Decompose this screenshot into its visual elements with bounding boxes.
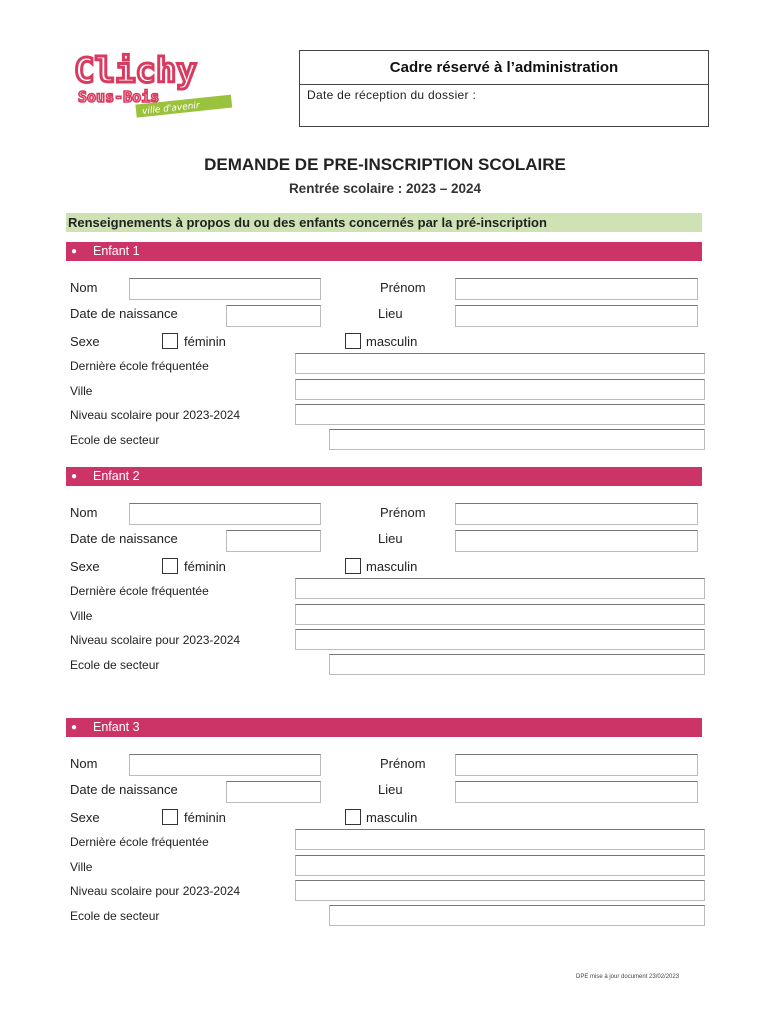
- admin-box: [299, 50, 709, 127]
- admin-reception-date-label: Date de réception du dossier :: [307, 88, 477, 102]
- feminin-checkbox[interactable]: [162, 333, 178, 349]
- masculin-label: masculin: [366, 810, 418, 825]
- niveau-label: Niveau scolaire pour 2023-2024: [70, 408, 241, 422]
- page-title: DEMANDE DE PRE-INSCRIPTION SCOLAIRE: [204, 155, 566, 174]
- prenom-input[interactable]: [455, 754, 698, 776]
- prenom-input[interactable]: [455, 278, 698, 300]
- derniere-ecole-input[interactable]: [295, 353, 705, 374]
- lieu-input[interactable]: [455, 781, 698, 803]
- masculin-checkbox[interactable]: [345, 333, 361, 349]
- derniere-ecole-input[interactable]: [295, 829, 705, 850]
- lieu-label: Lieu: [378, 306, 403, 321]
- derniere-ecole-label: Dernière école fréquentée: [70, 835, 209, 849]
- date-naissance-input[interactable]: [226, 305, 321, 327]
- prenom-input[interactable]: [455, 503, 698, 525]
- niveau-label: Niveau scolaire pour 2023-2024: [70, 884, 241, 898]
- masculin-checkbox[interactable]: [345, 809, 361, 825]
- ville-input[interactable]: [295, 379, 705, 400]
- niveau-input[interactable]: [295, 629, 705, 650]
- logo-line1: Clichy: [74, 51, 197, 91]
- lieu-input[interactable]: [455, 305, 698, 327]
- child-header: [66, 467, 702, 486]
- nom-label: Nom: [70, 756, 98, 771]
- derniere-ecole-label: Dernière école fréquentée: [70, 359, 209, 373]
- ecole-secteur-label: Ecole de secteur: [70, 658, 160, 672]
- feminin-label: féminin: [184, 334, 226, 349]
- date-naissance-label: Date de naissance: [70, 306, 178, 321]
- logo-tagline: ville d'avenir: [141, 100, 201, 117]
- sexe-label: Sexe: [70, 334, 100, 349]
- ville-label: Ville: [70, 384, 93, 398]
- child-header-label: Enfant 2: [93, 469, 140, 483]
- child-header: [66, 718, 702, 737]
- date-naissance-label: Date de naissance: [70, 782, 178, 797]
- sexe-label: Sexe: [70, 810, 100, 825]
- derniere-ecole-label: Dernière école fréquentée: [70, 584, 209, 598]
- ville-label: Ville: [70, 609, 93, 623]
- date-naissance-input[interactable]: [226, 530, 321, 552]
- nom-input[interactable]: [129, 754, 321, 776]
- feminin-checkbox[interactable]: [162, 809, 178, 825]
- niveau-input[interactable]: [295, 404, 705, 425]
- footer-note: DPE mise à jour document 23/02/2023: [576, 974, 680, 980]
- ecole-secteur-label: Ecole de secteur: [70, 433, 160, 447]
- page-subtitle: Rentrée scolaire : 2023 – 2024: [288, 181, 482, 196]
- prenom-label: Prénom: [380, 505, 426, 520]
- admin-title: Cadre réservé à l’administration: [300, 51, 708, 85]
- lieu-input[interactable]: [455, 530, 698, 552]
- derniere-ecole-input[interactable]: [295, 578, 705, 599]
- nom-label: Nom: [70, 505, 98, 520]
- ville-label: Ville: [70, 860, 93, 874]
- ecole-secteur-input[interactable]: [329, 905, 705, 926]
- child-header: [66, 242, 702, 261]
- ecole-secteur-input[interactable]: [329, 654, 705, 675]
- ecole-secteur-label: Ecole de secteur: [70, 909, 160, 923]
- nom-label: Nom: [70, 280, 98, 295]
- date-naissance-label: Date de naissance: [70, 531, 178, 546]
- niveau-label: Niveau scolaire pour 2023-2024: [70, 633, 241, 647]
- feminin-label: féminin: [184, 559, 226, 574]
- prenom-label: Prénom: [380, 756, 426, 771]
- nom-input[interactable]: [129, 278, 321, 300]
- bullet-icon: ●: [71, 246, 78, 257]
- masculin-label: masculin: [366, 559, 418, 574]
- lieu-label: Lieu: [378, 782, 403, 797]
- ville-input[interactable]: [295, 855, 705, 876]
- bullet-icon: ●: [71, 471, 78, 482]
- bullet-icon: ●: [71, 722, 78, 733]
- lieu-label: Lieu: [378, 531, 403, 546]
- niveau-input[interactable]: [295, 880, 705, 901]
- feminin-checkbox[interactable]: [162, 558, 178, 574]
- section-header: Renseignements à propos du ou des enfants concernés par la pré-inscription: [66, 213, 702, 232]
- clichy-logo: [70, 46, 240, 126]
- masculin-label: masculin: [366, 334, 418, 349]
- prenom-label: Prénom: [380, 280, 426, 295]
- sexe-label: Sexe: [70, 559, 100, 574]
- child-header-label: Enfant 3: [93, 720, 140, 734]
- feminin-label: féminin: [184, 810, 226, 825]
- ville-input[interactable]: [295, 604, 705, 625]
- masculin-checkbox[interactable]: [345, 558, 361, 574]
- child-header-label: Enfant 1: [93, 244, 140, 258]
- date-naissance-input[interactable]: [226, 781, 321, 803]
- nom-input[interactable]: [129, 503, 321, 525]
- logo-line2: Sous-Bois: [78, 88, 160, 106]
- ecole-secteur-input[interactable]: [329, 429, 705, 450]
